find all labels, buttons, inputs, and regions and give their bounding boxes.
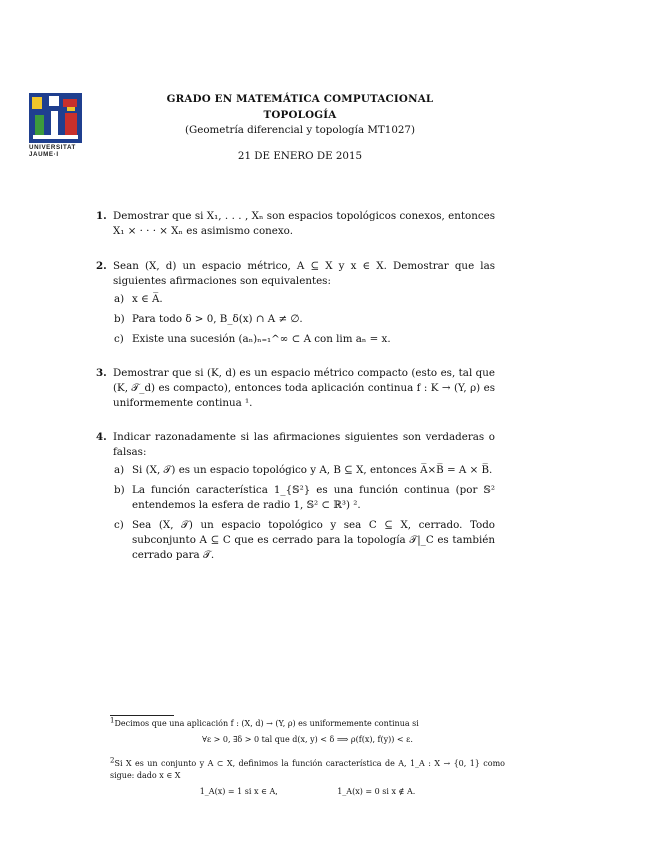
problem-text: Demostrar que si (K, d) es un espacio métrico compacto (esto es, tal que (K, 𝒯_d) es compacto), entonces toda aplicación continua f : K → (Y, ρ) es uniformemente continua ¹.	[113, 367, 495, 409]
problem-2	[90, 259, 495, 347]
problem-text: Sean (X, d) un espacio métrico, A ⊆ X y x ∈ X. Demostrar que las siguientes afirmaciones son equivalentes:	[113, 260, 495, 287]
problem-item	[113, 292, 495, 307]
footnote-text: Si X es un conjunto y A ⊂ X, definimos la función característica de A, 1_A : X → {0, 1} como sigue: dado x ∈ X	[110, 759, 505, 780]
logo-line-1: UNIVERSITAT	[29, 144, 76, 151]
exam-header	[150, 92, 450, 164]
problem-item	[113, 518, 495, 563]
footnote-equation: ∀ε > 0, ∃δ > 0 tal que d(x, y) < δ ⟹ ρ(f(x), f(y)) < ε.	[202, 734, 413, 744]
problem-number: 2.	[96, 260, 107, 272]
item-text: Sea (X, 𝒯) un espacio topológico y sea C ⊆ X, cerrado. Todo subconjunto A ⊆ C que es cerrado para la topología 𝒯|_C es también cerrado para 𝒯.	[132, 519, 495, 561]
footnote-equation-row	[110, 786, 505, 798]
item-label: c)	[114, 519, 124, 531]
problem-3	[90, 366, 495, 411]
item-text: Si (X, 𝒯) es un espacio topológico y A, B ⊆ X, entonces A̅×B̅ = A × B̅.	[132, 464, 493, 476]
footnote-1	[110, 718, 505, 745]
problem-1	[90, 209, 495, 239]
footnote-rule	[110, 715, 174, 716]
degree-title: GRADO EN MATEMÁTICA COMPUTACIONAL	[166, 93, 434, 105]
footnotes	[110, 718, 505, 798]
university-logo	[29, 93, 82, 161]
footnote-mark: 2	[110, 756, 115, 765]
item-label: b)	[114, 313, 125, 325]
item-text: Para todo δ > 0, B_δ(x) ∩ A ≠ ∅.	[132, 313, 303, 325]
problem-item	[113, 312, 495, 327]
problem-item	[113, 332, 495, 347]
item-text: La función característica 1_{𝕊²} es una función continua (por 𝕊² entendemos la esfera de radio 1, 𝕊² ⊂ ℝ³) ².	[132, 484, 495, 511]
footnote-mark: 1	[110, 716, 115, 725]
logo-line-2: JAUME·I	[29, 151, 59, 158]
problem-4	[90, 430, 495, 563]
problem-item	[113, 483, 495, 513]
logo-emblem-icon	[29, 93, 82, 143]
item-label: b)	[114, 484, 125, 496]
equation-right: 1_A(x) = 0 si x ∉ A.	[337, 787, 416, 796]
item-label: a)	[114, 464, 125, 476]
exam-date: 21 DE ENERO DE 2015	[237, 149, 363, 162]
footnote-2	[110, 758, 505, 798]
problem-list	[90, 209, 495, 563]
problem-item	[113, 463, 495, 478]
problem-number: 3.	[96, 367, 107, 379]
item-text: Existe una sucesión (aₙ)ₙ₌₁^∞ ⊂ A con lim aₙ = x.	[132, 333, 391, 345]
item-label: c)	[114, 333, 124, 345]
subject-title: TOPOLOGÍA	[263, 108, 337, 121]
problem-number: 1.	[96, 210, 107, 222]
problem-text: Indicar razonadamente si las afirmaciones siguientes son verdaderas o falsas:	[113, 431, 495, 458]
equation-left: 1_A(x) = 1 si x ∈ A,	[199, 787, 278, 796]
item-label: a)	[114, 293, 125, 305]
course-name: (Geometría diferencial y topología MT1027)	[184, 124, 415, 136]
problem-text: Demostrar que si X₁, . . . , Xₙ son espacios topológicos conexos, entonces X₁ × · · · × Xₙ es asimismo conexo.	[113, 210, 495, 237]
item-text: x ∈ A̅.	[132, 293, 163, 305]
footnote-text: Decimos que una aplicación f : (X, d) → (Y, ρ) es uniformemente continua si	[114, 719, 419, 728]
problem-number: 4.	[96, 431, 107, 443]
